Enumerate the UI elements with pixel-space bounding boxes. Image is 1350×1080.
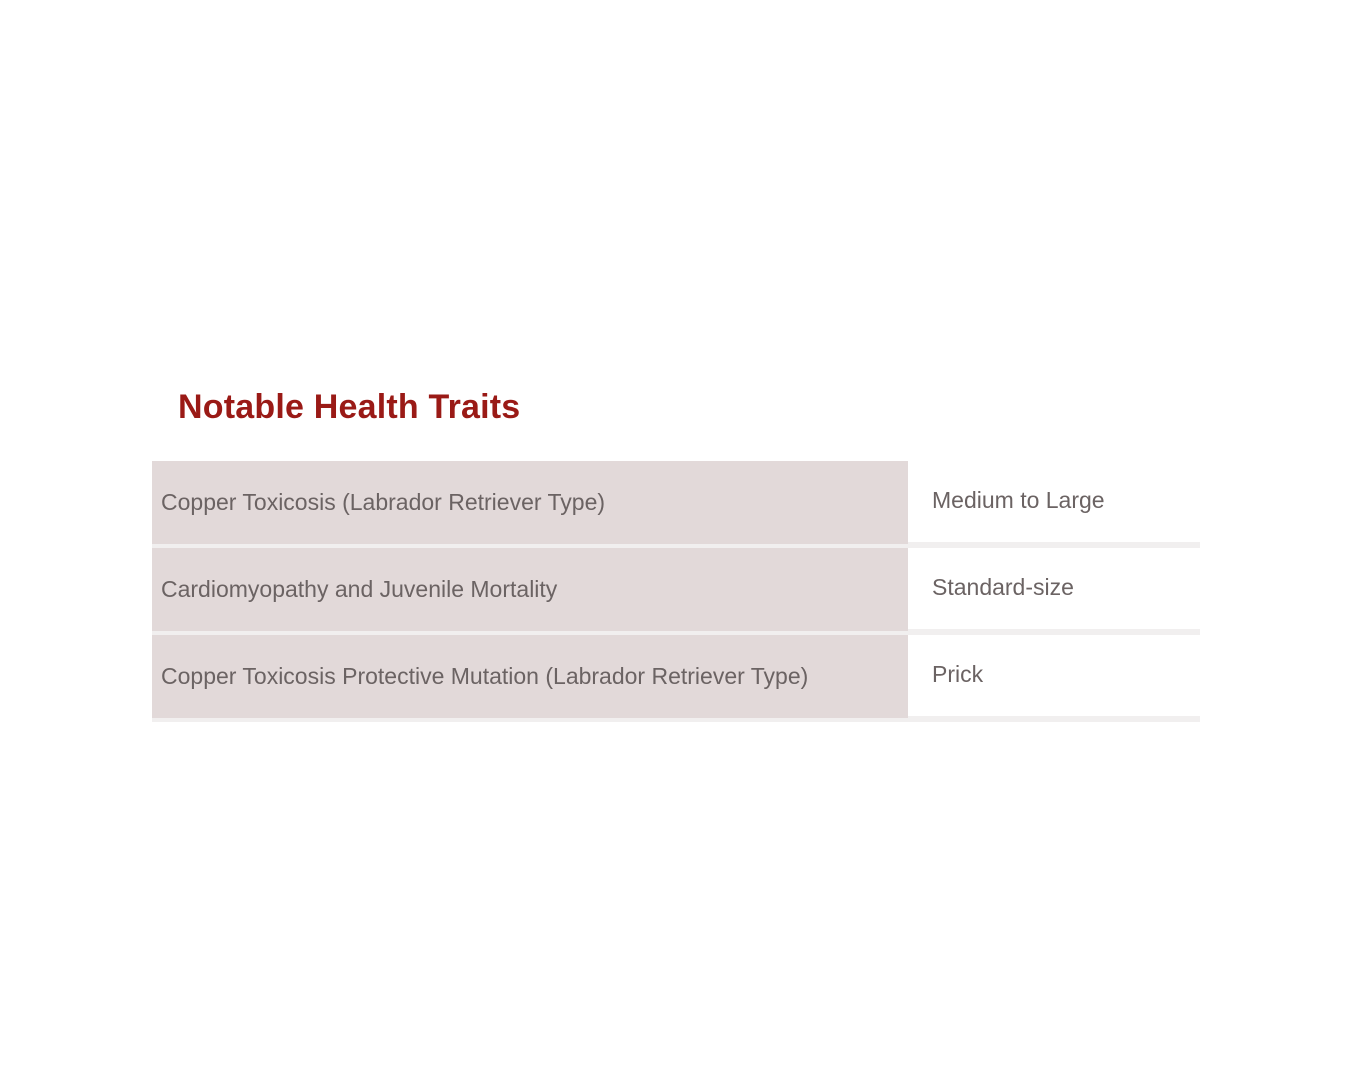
trait-value-cell: Prick [932,661,984,687]
trait-value-cell: Standard-size [932,574,1074,600]
traits-table [152,461,1200,722]
section-title: Notable Health Traits [178,388,521,426]
trait-name-cell: Copper Toxicosis (Labrador Retriever Type) [152,461,908,544]
trait-value-cell: Medium to Large [932,487,1105,513]
trait-name-cell: Cardiomyopathy and Juvenile Mortality [152,548,908,631]
table-row [152,635,1200,722]
trait-name-cell: Copper Toxicosis Protective Mutation (Labrador Retriever Type) [152,635,908,718]
table-row [152,548,1200,635]
table-row [152,461,1200,548]
